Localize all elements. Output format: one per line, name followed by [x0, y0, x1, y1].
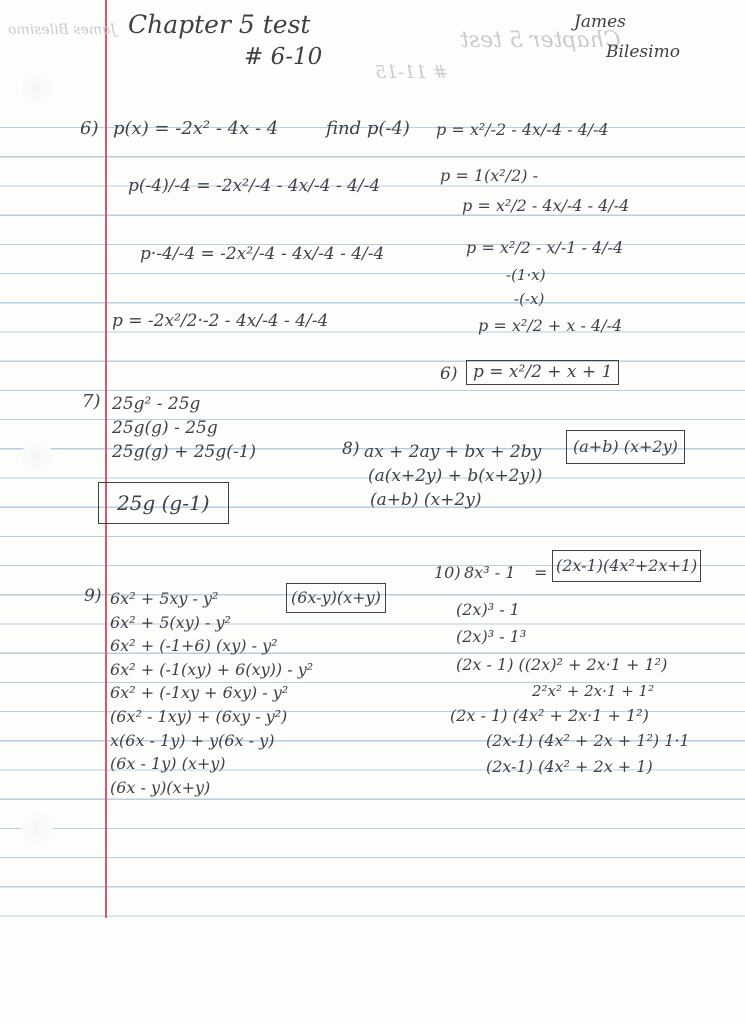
margin-line [105, 0, 107, 918]
problem-6-answer-label: 6) [440, 364, 458, 384]
page-subtitle: # 6-10 [244, 44, 323, 70]
problem-10-step: (2x)³ - 1 [456, 600, 520, 619]
problem-6-side-step: -(-x) [514, 290, 545, 308]
student-last-name: Bilesimo [606, 42, 680, 62]
problem-9-number: 9) [84, 586, 102, 606]
bleed-through-name: James Bilesimo [8, 22, 117, 38]
problem-10-number: 10) [434, 563, 461, 582]
student-first-name: James [574, 12, 626, 32]
problem-7-step: 25g(g) - 25g [112, 418, 218, 438]
problem-6-step: p(-4)/-4 = -2x²/-4 - 4x/-4 - 4/-4 [128, 176, 381, 196]
problem-7-step: 25g(g) + 25g(-1) [112, 442, 257, 462]
problem-9-step: (6x² - 1xy) + (6xy - y²) [110, 706, 288, 726]
problem-10-answer-box: (2x-1)(4x²+2x+1) [552, 550, 701, 582]
problem-9-step: 6x² + 5(xy) - y² [110, 612, 231, 632]
problem-6-side-step: p = x²/-2 - 4x/-4 - 4/-4 [436, 120, 609, 139]
page-title: Chapter 5 test [128, 10, 311, 39]
problem-9-steps [110, 587, 313, 799]
problem-6-step: p·-4/-4 = -2x²/-4 - 4x/-4 - 4/-4 [140, 244, 385, 264]
problem-8-step: (a+b) (x+2y) [370, 490, 482, 510]
problem-8-steps [364, 440, 542, 512]
problem-6-instruction: find p(-4) [326, 118, 410, 139]
problem-9-step: (6x - 1y) (x+y) [110, 754, 226, 774]
binder-hole-top [20, 72, 54, 106]
problem-10-step: (2x-1) (4x² + 2x + 1) [486, 757, 653, 776]
bleed-through-subtitle: # 11-15 [375, 62, 448, 83]
problem-8-answer-box: (a+b) (x+2y) [566, 430, 685, 464]
problem-10-step: (2x - 1) ((2x)² + 2x·1 + 1²) [456, 655, 668, 674]
problem-6-side-step: p = x²/2 - 4x/-4 - 4/-4 [462, 196, 630, 215]
problem-8-step: ax + 2ay + bx + 2by [364, 442, 542, 462]
problem-6-statement: p(x) = -2x² - 4x - 4 [113, 118, 279, 139]
problem-6-side-step: p = x²/2 - x/-1 - 4/-4 [466, 238, 624, 257]
problem-10-equals: = [534, 563, 548, 582]
problem-6-number: 6) [80, 118, 99, 139]
problem-9-step: x(6x - 1y) + y(6x - y) [110, 730, 275, 750]
problem-9-step: 6x² + (-1(xy) + 6(xy)) - y² [110, 659, 314, 679]
problem-10-step: (2x)³ - 1³ [456, 627, 527, 646]
problem-8-step: (a(x+2y) + b(x+2y)) [368, 466, 543, 486]
problem-7-step: 25g² - 25g [112, 394, 201, 414]
problem-6-answer-box: p = x²/2 + x + 1 [466, 360, 619, 385]
problem-10-step: 2²x² + 2x·1 + 1² [532, 682, 655, 700]
problem-10-step: (2x-1) (4x² + 2x + 1²) 1·1 [486, 731, 690, 750]
problem-10-statement: 8x³ - 1 [464, 563, 516, 582]
problem-6-side-step: p = 1(x²/2) - [440, 166, 538, 185]
problem-6-side-step: p = x²/2 + x - 4/-4 [478, 316, 623, 335]
problem-10-step: (2x - 1) (4x² + 2x·1 + 1²) [450, 706, 649, 725]
problem-6-step: p = -2x²/2·-2 - 4x/-4 - 4/-4 [112, 311, 329, 331]
problem-7-number: 7) [82, 391, 101, 412]
problem-7-answer-box: 25g (g-1) [98, 482, 229, 524]
problem-9-step: 6x² + 5xy - y² [110, 589, 219, 608]
problem-7-steps [112, 392, 256, 464]
problem-8-number: 8) [342, 439, 360, 459]
problem-6-side-step: -(1·x) [506, 266, 546, 284]
problem-9-answer-box: (6x-y)(x+y) [286, 583, 386, 613]
binder-hole-bottom [20, 812, 54, 846]
bleed-through-title: Chapter 5 test [460, 28, 621, 53]
problem-9-step: 6x² + (-1xy + 6xy) - y² [110, 683, 289, 703]
problem-9-step: 6x² + (-1+6) (xy) - y² [110, 636, 278, 656]
problem-9-step: (6x - y)(x+y) [110, 777, 211, 797]
binder-hole-middle [20, 440, 54, 474]
